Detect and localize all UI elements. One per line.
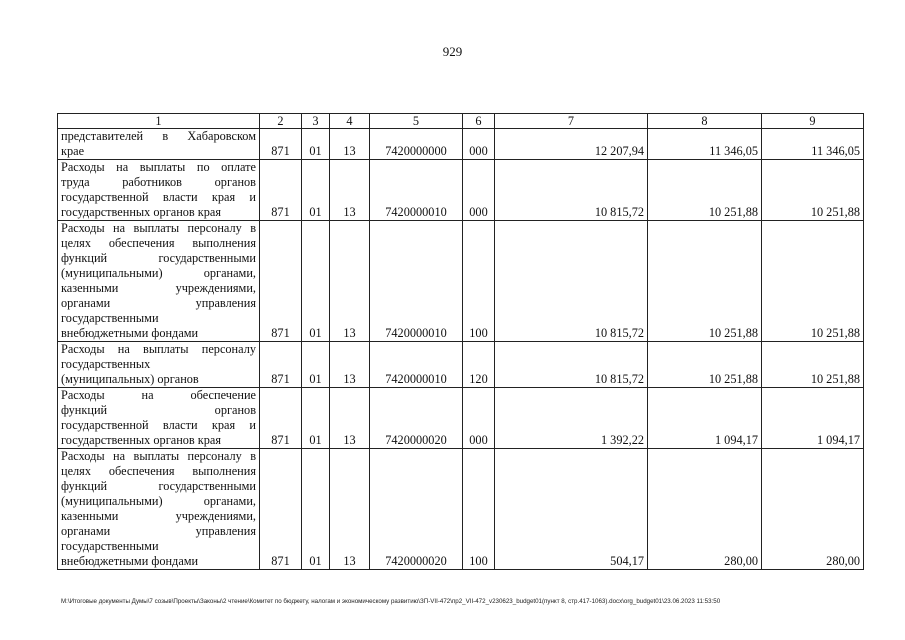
expense-name-line: государственной власти края и — [61, 190, 256, 204]
expense-name-line: целях обеспечения выполнения — [61, 236, 256, 250]
expense-name-cell — [58, 342, 260, 388]
expense-name-cell — [58, 449, 260, 570]
amount-cell: 280,00 — [648, 449, 762, 570]
column-header: 6 — [463, 114, 495, 129]
expense-name-cell — [58, 129, 260, 160]
amount-cell: 11 346,05 — [762, 129, 864, 160]
table-body — [58, 129, 864, 570]
amount-cell: 504,17 — [495, 449, 648, 570]
expense-name-line: крае — [61, 144, 85, 158]
section-code-cell: 01 — [302, 221, 330, 342]
subsection-code-cell: 13 — [330, 449, 370, 570]
target-article-cell: 7420000010 — [370, 342, 463, 388]
expense-name-line: государственными — [61, 311, 159, 325]
amount-cell: 10 815,72 — [495, 160, 648, 221]
table-row — [58, 342, 864, 388]
expense-name-line: Расходы на выплаты по оплате — [61, 160, 256, 174]
expense-name-line: внебюджетными фондами — [61, 326, 199, 340]
expense-name-cell — [58, 160, 260, 221]
expense-name-line: (муниципальными) органами, — [61, 266, 256, 280]
table-row — [58, 221, 864, 342]
expense-name-line: государственной власти края и — [61, 418, 256, 432]
expense-name-line: органами управления — [61, 296, 256, 310]
expense-name-line: целях обеспечения выполнения — [61, 464, 256, 478]
amount-cell: 1 392,22 — [495, 388, 648, 449]
expense-name-cell — [58, 388, 260, 449]
section-code-cell: 01 — [302, 129, 330, 160]
expense-name-line: Расходы на обеспечение — [61, 388, 256, 402]
table-row — [58, 129, 864, 160]
expense-name-line: (муниципальных) органов — [61, 372, 199, 386]
expense-name-line: Расходы на выплаты персоналу в — [61, 449, 256, 463]
table-row — [58, 449, 864, 570]
expense-name-cell — [58, 221, 260, 342]
target-article-cell: 7420000020 — [370, 449, 463, 570]
expense-name-line: казенными учреждениями, — [61, 281, 256, 295]
amount-cell: 10 251,88 — [762, 160, 864, 221]
ministry-code-cell: 871 — [260, 129, 302, 160]
subsection-code-cell: 13 — [330, 129, 370, 160]
header-row — [58, 114, 864, 129]
column-header: 9 — [762, 114, 864, 129]
section-code-cell: 01 — [302, 342, 330, 388]
column-header: 8 — [648, 114, 762, 129]
expense-type-cell: 120 — [463, 342, 495, 388]
column-header: 1 — [58, 114, 260, 129]
ministry-code-cell: 871 — [260, 342, 302, 388]
expense-name-line: функций органов — [61, 403, 256, 417]
subsection-code-cell: 13 — [330, 342, 370, 388]
target-article-cell: 7420000010 — [370, 221, 463, 342]
document-file-path: M:\Итоговые документы Думы\7 созыв\Проекты\Законы\2 чтение\Комитет по бюджету, налогам и экономическому развитию\ЗП-VII-472\пр2_VII-472_v230623_budget01(пункт 8, стр.417-1063).docx\org_budget01\23.06.2023 11:53:50 — [61, 598, 721, 605]
subsection-code-cell: 13 — [330, 388, 370, 449]
column-header: 7 — [495, 114, 648, 129]
expense-name-line: внебюджетными фондами — [61, 554, 199, 568]
expense-name-line: Расходы на выплаты персоналу в — [61, 221, 256, 235]
amount-cell: 10 251,88 — [648, 160, 762, 221]
expense-name-line: Расходы на выплаты персоналу — [61, 342, 256, 356]
target-article-cell: 7420000020 — [370, 388, 463, 449]
amount-cell: 11 346,05 — [648, 129, 762, 160]
column-header: 3 — [302, 114, 330, 129]
section-code-cell: 01 — [302, 388, 330, 449]
expense-type-cell: 100 — [463, 221, 495, 342]
subsection-code-cell: 13 — [330, 160, 370, 221]
expense-name-line: представителей в Хабаровском — [61, 129, 256, 143]
expense-name-line: государственных органов края — [61, 433, 222, 447]
target-article-cell: 7420000010 — [370, 160, 463, 221]
subsection-code-cell: 13 — [330, 221, 370, 342]
expense-name-line: казенными учреждениями, — [61, 509, 256, 523]
budget-table — [57, 113, 864, 570]
expense-type-cell: 100 — [463, 449, 495, 570]
expense-name-line: органами управления — [61, 524, 256, 538]
ministry-code-cell: 871 — [260, 160, 302, 221]
expense-name-line: государственных органов края — [61, 205, 222, 219]
expense-name-line: государственными — [61, 539, 159, 553]
section-code-cell: 01 — [302, 160, 330, 221]
expense-name-line: труда работников органов — [61, 175, 256, 189]
column-header: 5 — [370, 114, 463, 129]
column-header: 4 — [330, 114, 370, 129]
table-row — [58, 388, 864, 449]
amount-cell: 280,00 — [762, 449, 864, 570]
amount-cell: 12 207,94 — [495, 129, 648, 160]
expense-name-line: (муниципальными) органами, — [61, 494, 256, 508]
amount-cell: 10 251,88 — [762, 221, 864, 342]
page-number: 929 — [442, 44, 463, 59]
column-header: 2 — [260, 114, 302, 129]
amount-cell: 1 094,17 — [648, 388, 762, 449]
section-code-cell: 01 — [302, 449, 330, 570]
expense-type-cell: 000 — [463, 160, 495, 221]
amount-cell: 10 815,72 — [495, 342, 648, 388]
ministry-code-cell: 871 — [260, 221, 302, 342]
amount-cell: 10 251,88 — [648, 342, 762, 388]
table-row — [58, 160, 864, 221]
amount-cell: 10 251,88 — [648, 221, 762, 342]
amount-cell: 10 815,72 — [495, 221, 648, 342]
ministry-code-cell: 871 — [260, 388, 302, 449]
expense-name-line: государственных — [61, 357, 151, 371]
expense-type-cell: 000 — [463, 388, 495, 449]
ministry-code-cell: 871 — [260, 449, 302, 570]
expense-type-cell: 000 — [463, 129, 495, 160]
amount-cell: 10 251,88 — [762, 342, 864, 388]
target-article-cell: 7420000000 — [370, 129, 463, 160]
expense-name-line: функций государственными — [61, 479, 256, 493]
amount-cell: 1 094,17 — [762, 388, 864, 449]
expense-name-line: функций государственными — [61, 251, 256, 265]
